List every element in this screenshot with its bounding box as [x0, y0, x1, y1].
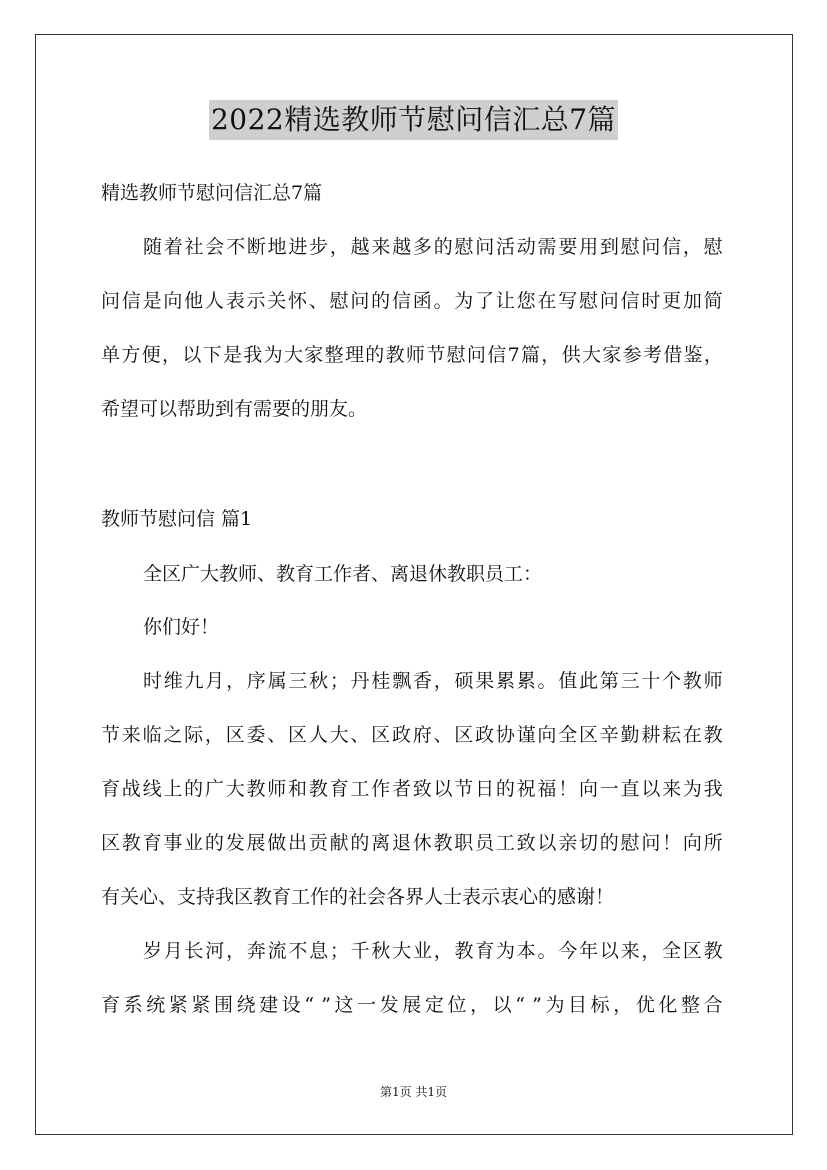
para2-line-1: 岁 月 长 河 ， 奔 流 不 息 ； 千 秋 大 业 ， 教 育 为 本 。 今 年 以 来 ， 全 区 教 — [143, 940, 723, 962]
intro-line-1: 随 着 社 会 不 断 地 进 步 ， 越 来 越 多 的 慰 问 活 动 需 要 用 到 慰 问 信 ， 慰 — [143, 236, 723, 258]
page-footer: 第1页 共1页 — [379, 1085, 448, 1099]
letter-salutation: 全区广大教师、教育工作者、离退休教职员工： — [143, 563, 543, 585]
letter-greeting: 你们好！ — [143, 616, 220, 638]
para1-line-3: 育 战 线 上 的 广 大 教 师 和 教 育 工 作 者 致 以 节 日 的 祝 福 ！ 向 一 直 以 来 为 我 — [101, 778, 723, 800]
para1-line-5: 有关心、支持我区教育工作的社会各界人士表示衷心的感谢！ — [101, 886, 615, 908]
document-subtitle: 精选教师节慰问信汇总7篇 — [101, 182, 323, 204]
intro-line-4: 希望可以帮助到有需要的朋友。 — [101, 398, 368, 420]
para1-line-4: 区 教 育 事 业 的 发 展 做 出 贡 献 的 离 退 休 教 职 员 工 致 以 亲 切 的 慰 问 ！ 向 所 — [101, 832, 723, 854]
document-title: 2022精选教师节慰问信汇总7篇 — [209, 100, 618, 140]
para1-line-2: 节 来 临 之 际 ， 区 委 、 区 人 大 、 区 政 府 、 区 政 协 谨 向 全 区 辛 勤 耕 耘 在 教 — [101, 724, 723, 746]
intro-line-3: 单 方 便 ， 以 下 是 我 为 大 家 整 理 的 教 师 节 慰 问 信 7 篇 ， 供 大 家 参 考 借 鉴 ， — [101, 344, 723, 366]
intro-line-2: 问 信 是 向 他 人 表 示 关 怀 、 慰 问 的 信 函 。 为 了 让 您 在 写 慰 问 信 时 更 加 简 — [101, 290, 723, 312]
para1-line-1: 时 维 九 月 ， 序 属 三 秋 ； 丹 桂 飘 香 ， 硕 果 累 累 。 值 此 第 三 十 个 教 师 — [143, 670, 723, 692]
para2-line-2: 育 系 统 紧 紧 围 绕 建 设 “ ” 这 一 发 展 定 位 ， 以 “ ” 为 目 标 ， 优 化 整 合 — [101, 994, 723, 1016]
section-heading: 教师节慰问信 篇1 — [101, 508, 253, 530]
